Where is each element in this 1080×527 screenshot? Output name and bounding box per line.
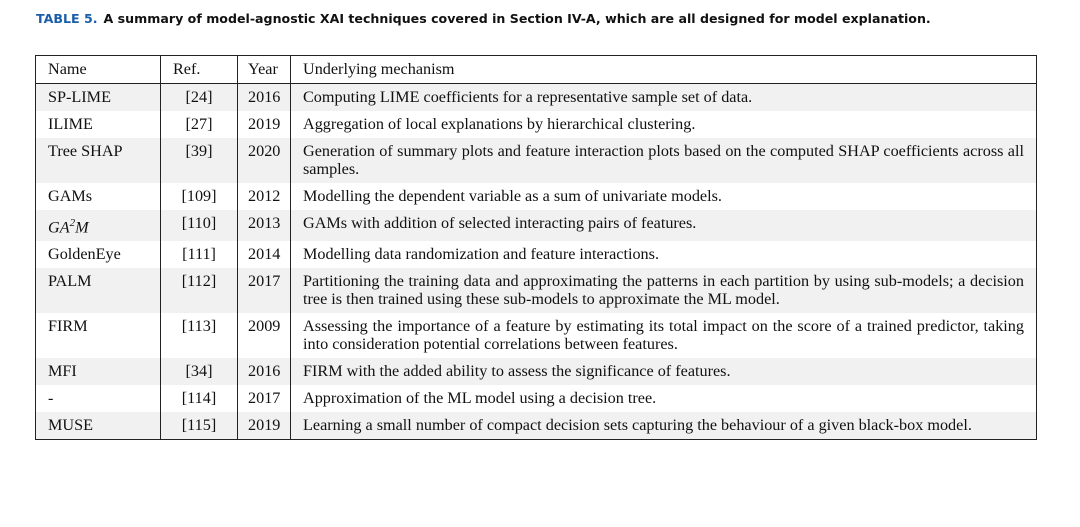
cell-year: 2014 [238,241,291,268]
cell-year: 2019 [238,111,291,138]
cell-name: MUSE [48,416,93,435]
cell-name: GAMs [48,187,93,205]
cell-mechanism: Partitioning the training data and approximating the patterns in each partition by using sub-models; a decision tree is then trained using these sub-models to approximate the ML model. [291,268,1037,313]
column-header-year: Year [238,56,291,84]
cell-name: Tree SHAP [48,142,123,160]
cell-name-superscript: 2 [69,217,76,229]
cell-name-base: GA [48,218,70,237]
cell-ref: [39] [161,138,238,183]
table-row [36,210,1037,241]
table-row [36,183,1037,210]
column-header-ref: Ref. [161,56,238,84]
cell-ref: [110] [161,210,238,241]
cell-ref: [115] [161,412,238,440]
cell-mechanism: Aggregation of local explanations by hierarchical clustering. [291,111,1037,138]
cell-name: - [48,389,54,408]
table-row [36,313,1037,358]
cell-year: 2017 [238,268,291,313]
xai-techniques-table [35,55,1037,440]
cell-ref: [111] [161,241,238,268]
cell-mechanism: Computing LIME coefficients for a representative sample set of data. [291,84,1037,112]
cell-year: 2016 [238,358,291,385]
table-row [36,268,1037,313]
column-header-mechanism: Underlying mechanism [291,56,1037,84]
cell-mechanism: Approximation of the ML model using a decision tree. [291,385,1037,412]
cell-mechanism: FIRM with the added ability to assess the significance of features. [291,358,1037,385]
cell-mechanism: GAMs with addition of selected interacting pairs of features. [291,210,1037,241]
table-row [36,241,1037,268]
table-row [36,358,1037,385]
cell-ref: [113] [161,313,238,358]
cell-mechanism: Generation of summary plots and feature interaction plots based on the computed SHAP coefficients across all samples. [291,138,1037,183]
cell-name: PALM [48,272,92,291]
table-caption-label: TABLE 5. [36,11,98,26]
cell-ref: [109] [161,183,238,210]
table-row [36,385,1037,412]
cell-name: MFI [48,362,77,381]
cell-ref: [114] [161,385,238,412]
cell-year: 2009 [238,313,291,358]
table-row [36,412,1037,440]
cell-year: 2019 [238,412,291,440]
table-row [36,84,1037,112]
cell-name: FIRM [48,317,88,336]
cell-name-suffix: M [75,218,89,237]
cell-mechanism: Modelling the dependent variable as a sum of univariate models. [291,183,1037,210]
cell-year: 2013 [238,210,291,241]
table-row [36,138,1037,183]
cell-mechanism: Assessing the importance of a feature by estimating its total impact on the score of a trained predictor, taking into consideration potential correlations between features. [291,313,1037,358]
cell-ref: [24] [161,84,238,112]
cell-year: 2016 [238,84,291,112]
cell-year: 2020 [238,138,291,183]
table-row [36,111,1037,138]
cell-name: SP-LIME [48,88,111,106]
cell-name: ILIME [48,115,93,133]
cell-name [36,210,161,241]
table-caption-text: A summary of model-agnostic XAI techniques covered in Section IV-A, which are all designed for model explanation. [103,11,931,26]
cell-mechanism: Learning a small number of compact decision sets capturing the behaviour of a given black-box model. [291,412,1037,440]
table-header-row [36,56,1037,84]
cell-ref: [112] [161,268,238,313]
table-caption [36,11,931,26]
cell-ref: [27] [161,111,238,138]
cell-name: GoldenEye [48,245,121,264]
cell-year: 2017 [238,385,291,412]
cell-year: 2012 [238,183,291,210]
cell-ref: [34] [161,358,238,385]
cell-mechanism: Modelling data randomization and feature interactions. [291,241,1037,268]
column-header-name: Name [48,60,87,78]
